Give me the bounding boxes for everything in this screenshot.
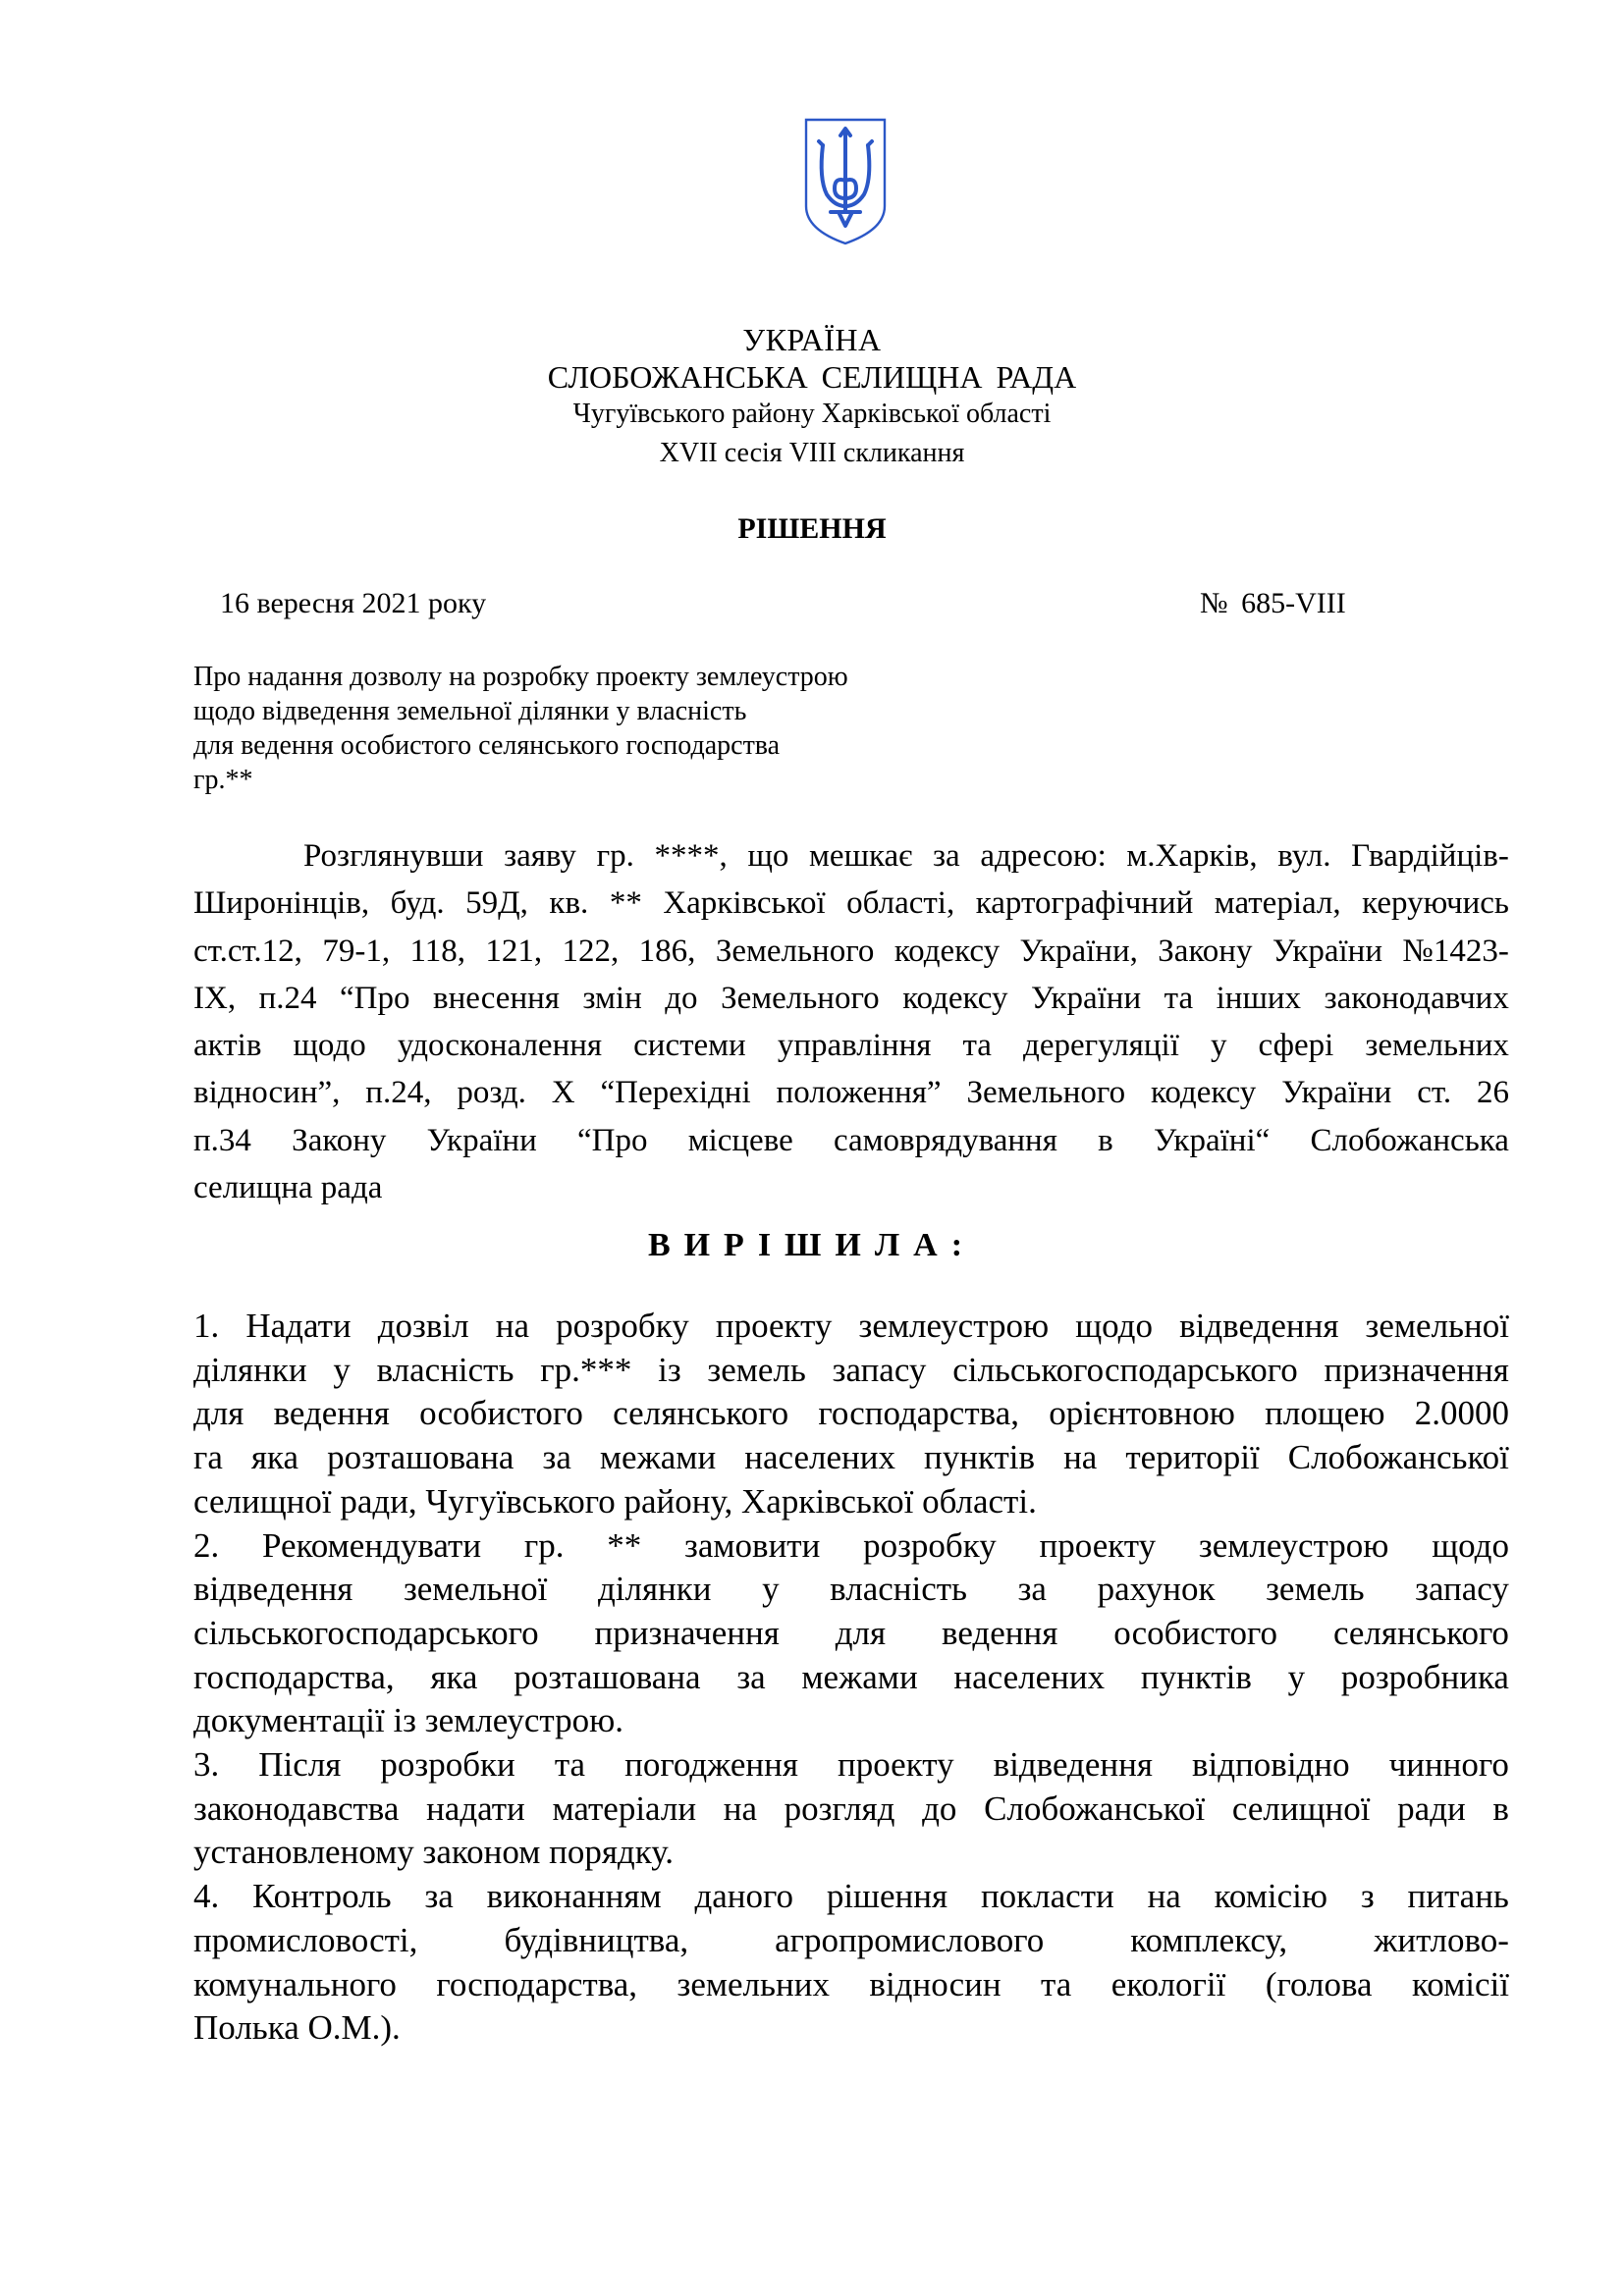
word: за [542,1438,571,1477]
word: інших [1216,980,1302,1016]
word: України [1281,1075,1392,1111]
word: п.34 [193,1122,251,1158]
word: 2.0000 [1414,1394,1509,1433]
word: ** [609,885,642,922]
word: України [1030,980,1142,1016]
word: Після [258,1745,342,1785]
word: 186, [638,933,696,969]
word: “Про [340,980,410,1016]
word: пунктів [1140,1657,1252,1696]
country-title: УКРАЇНА [742,322,882,357]
word: із [658,1350,681,1389]
item-line [193,1875,1509,1919]
word: (голова [1265,1964,1373,2003]
word: ****, [654,838,728,874]
item-line [193,1568,1509,1612]
preamble-line [193,1069,1509,1116]
word: законодавства [193,1789,400,1828]
decision-items [193,1305,1509,2051]
word: до [922,1789,957,1828]
item-line [193,1524,1509,1569]
word: розташована [327,1438,514,1477]
preamble-line: селищна рада [193,1170,383,1206]
word: відповідно [1192,1745,1350,1785]
word: земельних [677,1964,830,2003]
word: земельних [1365,1028,1509,1064]
word: виконанням [486,1877,662,1916]
word: №1423- [1402,933,1509,969]
preamble-line [193,880,1509,927]
item-line [193,1436,1509,1480]
word: ведення [273,1394,390,1433]
word: України [426,1122,537,1158]
word: Широнінців, [193,885,370,922]
word: п.24, [365,1075,432,1111]
subject-line: Про надання дозволу на розробку проекту землеустрою [193,662,848,692]
word: даного [694,1877,793,1916]
word: площею [1265,1394,1385,1433]
word: комплексу, [1130,1920,1288,1959]
word: відносин [869,1964,1001,2003]
word: удосконалення [397,1028,603,1064]
word: для [835,1613,887,1652]
word: ділянки [597,1570,712,1609]
word: гр. [523,1525,565,1565]
word: Закону [292,1122,387,1158]
preamble-line [193,928,1509,975]
district-subtitle: Чугуївського району Харківської області [572,399,1052,429]
word: в [1098,1122,1113,1158]
word: та [962,1028,992,1064]
word: населених [953,1657,1106,1696]
word: сільськогосподарського [193,1613,539,1652]
word: відведення [993,1745,1153,1785]
word: 2. [193,1525,220,1565]
word: для [193,1394,244,1433]
word: кодексу [1151,1075,1257,1111]
word: призначення [594,1613,780,1652]
preamble-line [193,975,1509,1022]
word: в [1492,1789,1509,1828]
word: матеріали [552,1789,697,1828]
word: 4. [193,1877,220,1916]
word: відведення [193,1570,353,1609]
word: та [554,1745,586,1785]
council-title: СЛОБОЖАНСЬКА СЕЛИЩНА РАДА [547,359,1077,395]
preamble-line [193,1022,1509,1069]
word: 118, [409,933,465,969]
item-line [193,1392,1509,1436]
word: розгляд [784,1789,895,1828]
word: системи [633,1028,746,1064]
subject-line: для ведення особистого селянського господарства [193,730,781,761]
item-line: селищної ради, Чугуївського району, Харківської області. [193,1481,1037,1521]
preamble-paragraph [193,832,1509,1211]
word: 3. [193,1745,220,1785]
decision-item [193,1305,1509,1524]
subject-line: щодо відведення земельної ділянки у власність [193,696,747,726]
word: власність [376,1350,514,1389]
word: селянського [1332,1613,1509,1652]
word: щодо [293,1028,366,1064]
word: картографічний [975,885,1194,922]
word: буд. [390,885,445,922]
word: будівництва, [504,1920,689,1959]
word: щодо [1075,1307,1153,1345]
item-line [193,1919,1509,1963]
word: “Про [576,1122,648,1158]
word: пунктів [923,1438,1036,1477]
word: 122, [562,933,620,969]
word: агропромислового [775,1920,1045,1959]
word: межами [599,1438,717,1477]
word: вул. [1277,838,1331,874]
word: запасу [832,1350,927,1389]
word: у [762,1570,780,1609]
word: яка [250,1438,299,1477]
word: Харківської [663,885,826,922]
item-line [193,1612,1509,1656]
word: сільськогосподарського [952,1350,1298,1389]
word: комунального [193,1964,397,2003]
word: земельної [1365,1307,1509,1345]
word: землеустрою [858,1307,1050,1345]
word: 1. [193,1307,220,1345]
word: м.Харків, [1126,838,1258,874]
preamble-line [193,832,1509,880]
word: земель [707,1350,806,1389]
word: Надати [245,1307,352,1345]
word: промисловості, [193,1920,418,1959]
word: селищної [1231,1789,1371,1828]
word: розробку [863,1525,997,1565]
word: Закону [1158,933,1253,969]
word: з [1360,1877,1375,1916]
word: земель [1266,1570,1365,1609]
word: ради [1397,1789,1466,1828]
word: матеріал, [1214,885,1341,922]
decision-subject [193,660,959,797]
word: гр.*** [540,1350,632,1389]
word: ст.ст.12, [193,933,302,969]
decision-item [193,1524,1509,1744]
word: внесення [433,980,560,1016]
word: житлово- [1374,1920,1509,1959]
document-type-heading: РІШЕННЯ [737,512,887,545]
ukraine-trident-emblem-icon [801,116,890,247]
word: господарства, [193,1657,395,1696]
word: проекту [715,1307,833,1345]
session-subtitle: XVII сесія VIII скликання [659,438,965,468]
word: 59Д, [465,885,528,922]
word: кодексу [902,980,1008,1016]
word: ведення [942,1613,1058,1652]
word: відносин”, [193,1075,341,1111]
word: рішення [826,1877,948,1916]
word: екології [1110,1964,1226,2003]
resolved-heading: ВИРІШИЛА: [647,1227,977,1263]
word: погодження [624,1745,798,1785]
word: особистого [1113,1613,1278,1652]
word: мешкає [809,838,913,874]
word: п.24 [258,980,317,1016]
word: Земельного [721,980,880,1016]
word: покласти [980,1877,1114,1916]
word: земельної [403,1570,548,1609]
word: у [333,1350,351,1389]
word: населених [744,1438,895,1477]
word: Гвардійців- [1351,838,1509,874]
decision-number: № 685-VIII [1200,587,1346,619]
preamble-line [193,1117,1509,1164]
word: розташована [514,1657,701,1696]
word: межами [801,1657,918,1696]
word: сфері [1258,1028,1334,1064]
word: селянського [613,1394,789,1433]
decision-item [193,1743,1509,1875]
word: розд. [457,1075,526,1111]
word: 26 [1476,1075,1509,1111]
word: та [1041,1964,1072,2003]
word: ** [607,1525,642,1565]
item-line [193,1349,1509,1393]
word: Контроль [252,1877,392,1916]
word: управління [777,1028,932,1064]
word: Рекомендувати [262,1525,482,1565]
word: Земельного [715,933,875,969]
word: у [1287,1657,1306,1696]
word: 121, [485,933,543,969]
word: України, [1019,933,1138,969]
word: га [193,1438,223,1477]
item-line: установленому законом порядку. [193,1833,674,1872]
word: яка [430,1657,478,1696]
word: надати [426,1789,525,1828]
word: Слобожанської [1287,1438,1509,1477]
word: Слобожанська [1310,1122,1509,1158]
word: у [1210,1028,1227,1064]
word: рахунок [1097,1570,1216,1609]
word: до [665,980,698,1016]
word: адресою: [980,838,1107,874]
word: розробника [1340,1657,1509,1696]
word: на [723,1789,758,1828]
word: території [1125,1438,1260,1477]
word: за [736,1657,766,1696]
word: кв. [549,885,589,922]
word: замовити [684,1525,821,1565]
word: дерегуляції [1023,1028,1179,1064]
word: особистого [419,1394,583,1433]
word: відведення [1179,1307,1339,1345]
word: щодо [1432,1525,1509,1565]
word: керуючись [1362,885,1509,922]
word: місцеве [687,1122,793,1158]
word: Земельного [966,1075,1126,1111]
word: комісії [1412,1964,1509,2003]
word: за [1017,1570,1047,1609]
subject-line: гр.** [193,765,253,795]
word: запасу [1415,1570,1509,1609]
word: орієнтовною [1049,1394,1235,1433]
word: господарства, [436,1964,638,2003]
word: проекту [1039,1525,1157,1565]
item-line: Полька О.М.). [193,2008,401,2048]
word: самоврядування [833,1122,1057,1158]
word: за [933,838,960,874]
word: законодавчих [1324,980,1509,1016]
word: на [1147,1877,1181,1916]
word: власність [830,1570,968,1609]
item-line [193,1788,1509,1832]
word: ст. [1417,1075,1452,1111]
word: проекту [838,1745,954,1785]
word: України [1272,933,1382,969]
word: за [424,1877,454,1916]
word: положення” [776,1075,942,1111]
word: чинного [1388,1745,1509,1785]
word: на [495,1307,529,1345]
word: змін [582,980,642,1016]
word: Слобожанської [984,1789,1206,1828]
word: “Перехідні [600,1075,751,1111]
word: господарства, [818,1394,1019,1433]
word: що [747,838,789,874]
word: питань [1407,1877,1509,1916]
word: області, [846,885,955,922]
word: Україні“ [1153,1122,1271,1158]
item-line [193,1656,1509,1700]
word: на [1063,1438,1098,1477]
word: призначення [1324,1350,1509,1389]
item-line [193,1963,1509,2007]
word: комісію [1214,1877,1327,1916]
item-line: документації із землеустрою. [193,1701,624,1740]
item-line [193,1743,1509,1788]
word: розробку [556,1307,689,1345]
word: розробки [380,1745,515,1785]
word: землеустрою [1198,1525,1389,1565]
word: Розглянувши [303,838,484,874]
word: заяву [504,838,576,874]
word: IX, [193,980,237,1016]
item-line [193,1305,1509,1349]
decision-item [193,1875,1509,2051]
word: кодексу [893,933,1001,969]
word: Х [551,1075,575,1111]
word: дозвіл [377,1307,469,1345]
decision-date: 16 вересня 2021 року [220,587,487,619]
word: актів [193,1028,262,1064]
word: 79-1, [322,933,391,969]
word: та [1164,980,1194,1016]
word: гр. [596,838,634,874]
word: ділянки [193,1350,307,1389]
